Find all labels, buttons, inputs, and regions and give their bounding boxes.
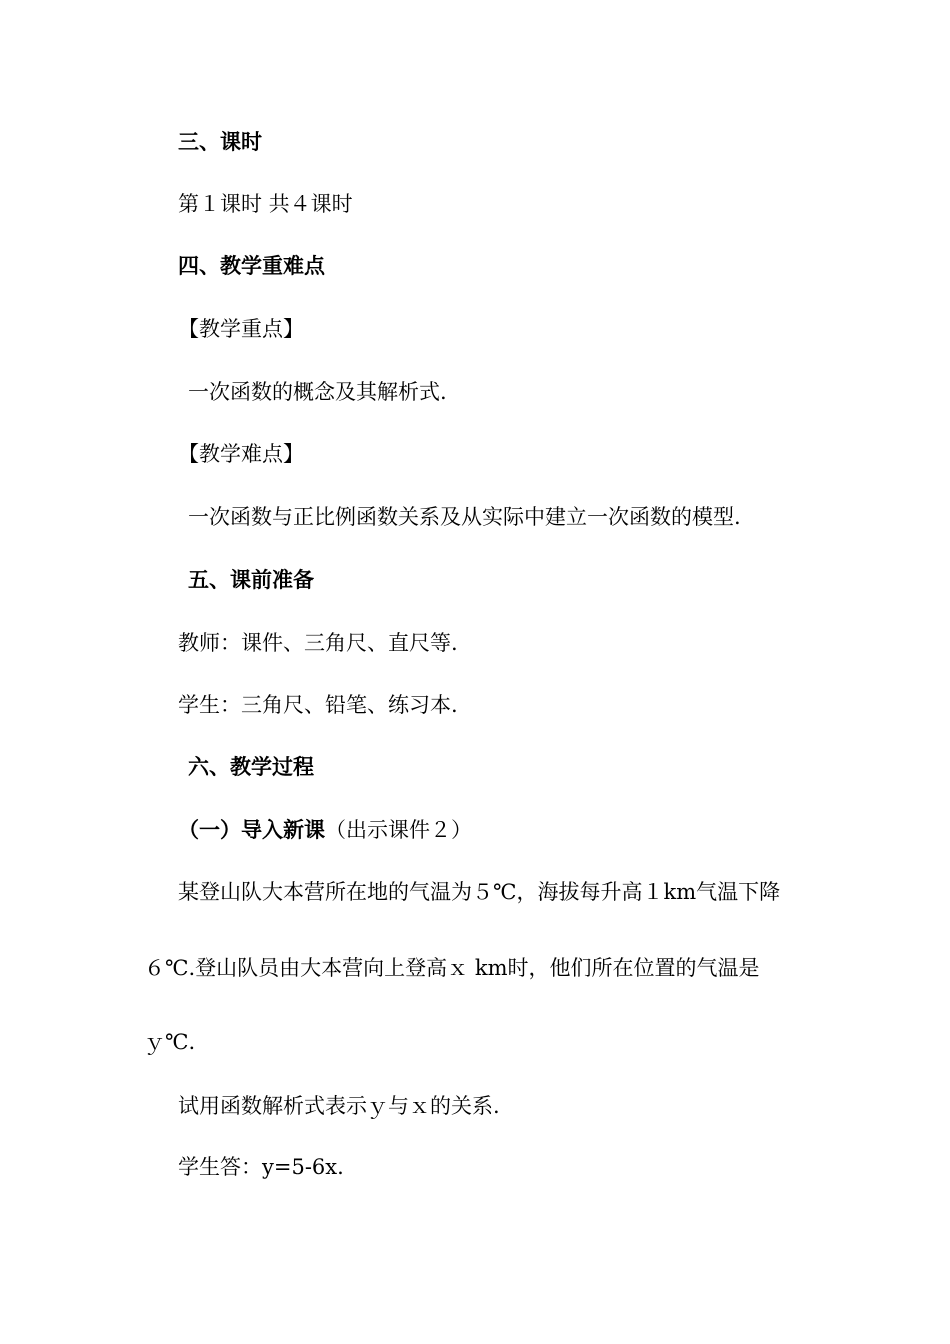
- difficult-points-text: 一次函数与正比例函数关系及从实际中建立一次函数的模型.: [188, 505, 741, 529]
- class-hours-text: 第１课时 共４课时: [178, 192, 353, 216]
- question-text: 试用函数解析式表示ｙ与ｘ的关系.: [178, 1094, 500, 1118]
- student-preparation: 学生：三角尺、铅笔、练习本.: [178, 693, 458, 717]
- subsection-1-note: （出示课件２）: [325, 818, 472, 842]
- problem-text-line-3: ｙ℃.: [144, 1030, 196, 1054]
- section-4-heading: 四、教学重难点: [178, 254, 325, 278]
- problem-text-line-1: 某登山队大本营所在地的气温为５℃，海拔每升高１km气温下降: [178, 880, 781, 904]
- teacher-preparation: 教师：课件、三角尺、直尺等.: [178, 631, 458, 655]
- student-answer: 学生答：y=5-6x.: [178, 1155, 344, 1179]
- subsection-1-line: [178, 816, 472, 844]
- subsection-1-heading: （一）导入新课: [178, 818, 325, 842]
- section-6-heading: 六、教学过程: [188, 755, 314, 779]
- key-points-text: 一次函数的概念及其解析式.: [188, 380, 447, 404]
- problem-text-line-2: ６℃.登山队员由大本营向上登高ｘ km时，他们所在位置的气温是: [144, 956, 760, 980]
- difficult-points-label: 【教学难点】: [178, 442, 304, 466]
- section-3-heading: 三、课时: [178, 130, 262, 154]
- key-points-label: 【教学重点】: [178, 317, 304, 341]
- section-5-heading: 五、课前准备: [188, 568, 314, 592]
